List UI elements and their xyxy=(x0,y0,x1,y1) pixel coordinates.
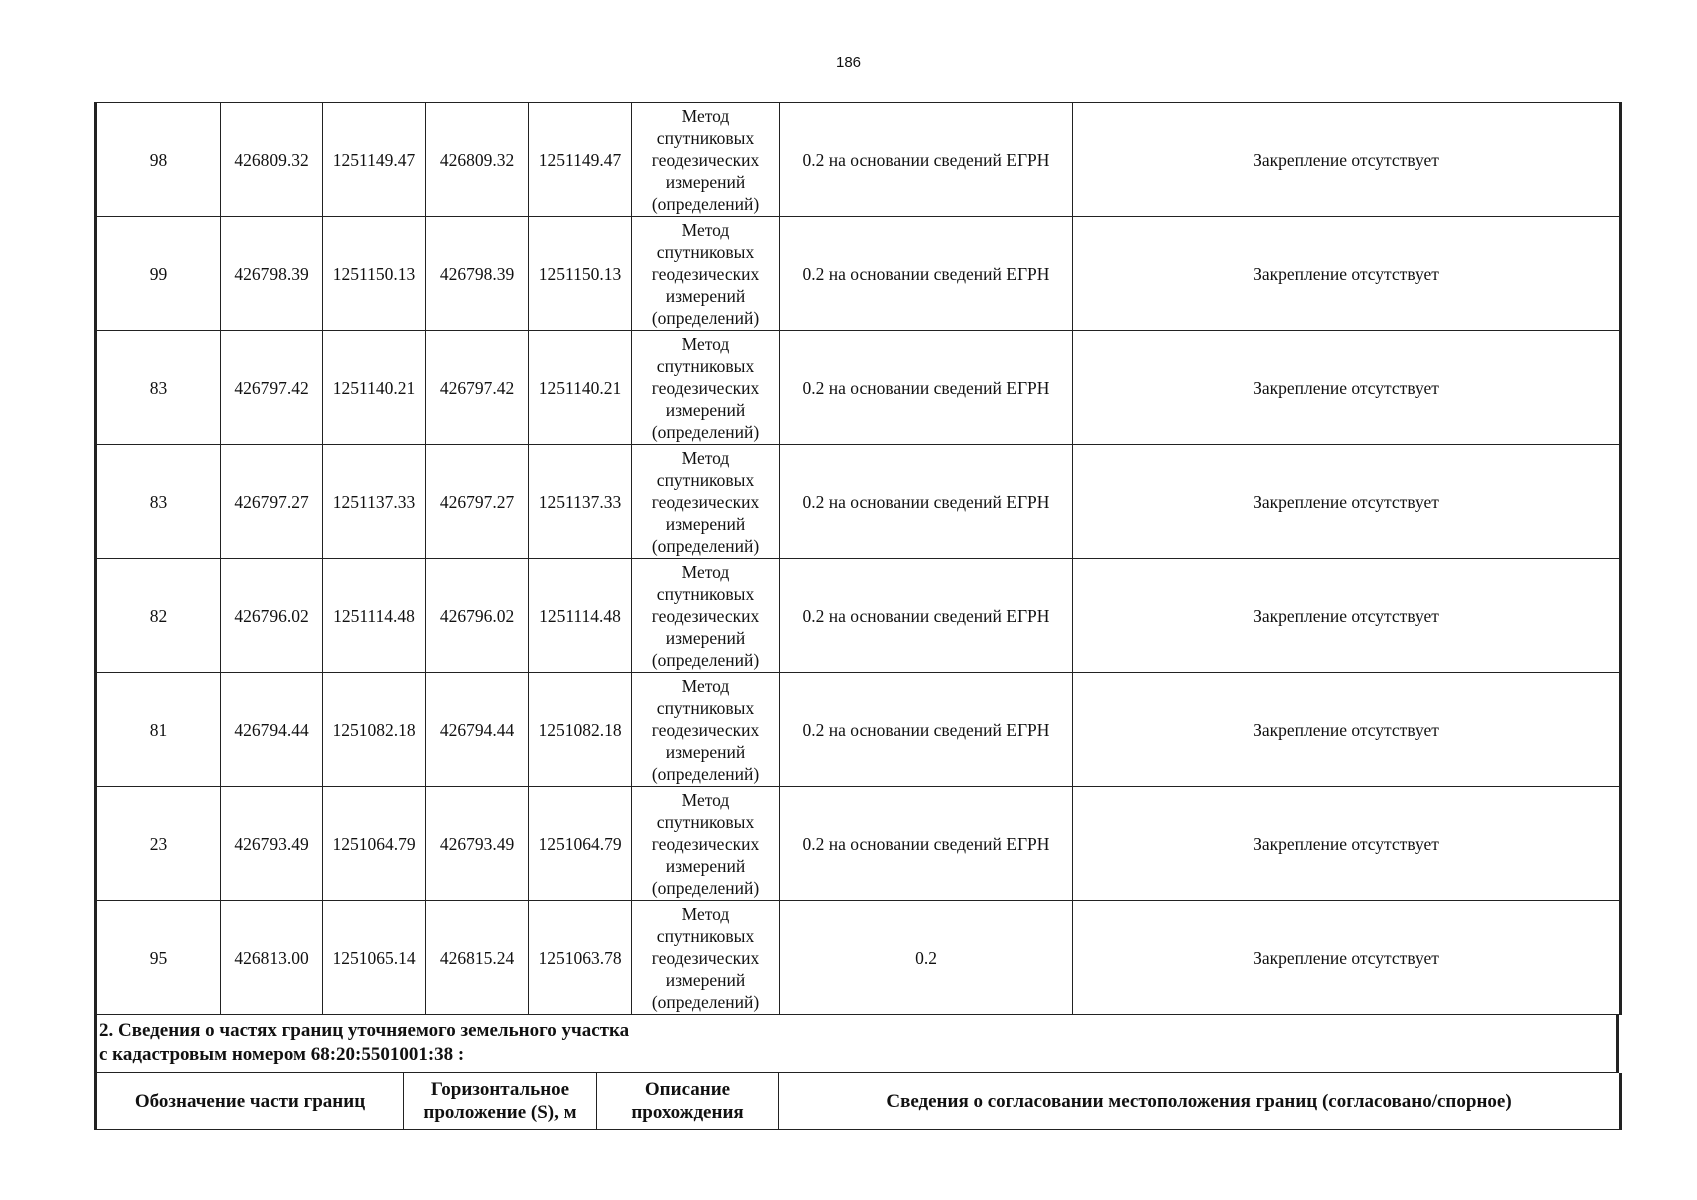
method-line: измерений xyxy=(665,513,746,534)
new-x-cell: 426797.42 xyxy=(426,331,529,445)
method-line: (определений) xyxy=(651,991,760,1012)
method-line: Метод xyxy=(681,561,730,582)
method-line: измерений xyxy=(665,741,746,762)
fixing-cell: Закрепление отсутствует xyxy=(1073,445,1621,559)
existing-x-cell: 426797.27 xyxy=(221,445,323,559)
accuracy-cell: 0.2 на основании сведений ЕГРН xyxy=(780,445,1073,559)
method-line: измерений xyxy=(665,399,746,420)
method-line: геодезических xyxy=(651,491,760,512)
method-line: геодезических xyxy=(651,947,760,968)
method-cell xyxy=(632,445,780,559)
accuracy-cell: 0.2 на основании сведений ЕГРН xyxy=(780,217,1073,331)
header-passage-description: Описание прохождения xyxy=(597,1073,779,1130)
table-row xyxy=(96,673,1621,787)
boundary-points-table xyxy=(94,102,1622,1015)
new-y-cell: 1251150.13 xyxy=(529,217,632,331)
accuracy-cell: 0.2 на основании сведений ЕГРН xyxy=(780,331,1073,445)
table-row xyxy=(96,331,1621,445)
point-number-cell: 99 xyxy=(96,217,221,331)
method-line: спутниковых xyxy=(656,127,755,148)
new-y-cell: 1251064.79 xyxy=(529,787,632,901)
point-number-cell: 83 xyxy=(96,445,221,559)
method-line: спутниковых xyxy=(656,241,755,262)
new-x-cell: 426797.27 xyxy=(426,445,529,559)
method-line: (определений) xyxy=(651,421,760,442)
new-y-cell: 1251149.47 xyxy=(529,103,632,217)
method-cell xyxy=(632,217,780,331)
method-cell xyxy=(632,331,780,445)
method-line: Метод xyxy=(681,447,730,468)
method-cell xyxy=(632,559,780,673)
new-y-cell: 1251082.18 xyxy=(529,673,632,787)
method-cell xyxy=(632,103,780,217)
table-row xyxy=(96,787,1621,901)
method-line: геодезических xyxy=(651,605,760,626)
method-cell xyxy=(632,673,780,787)
section-2-title-line2: с кадастровым номером 68:20:5501001:38 : xyxy=(99,1044,465,1065)
method-line: спутниковых xyxy=(656,583,755,604)
point-number-cell: 82 xyxy=(96,559,221,673)
existing-y-cell: 1251064.79 xyxy=(323,787,426,901)
fixing-cell: Закрепление отсутствует xyxy=(1073,217,1621,331)
method-cell xyxy=(632,787,780,901)
accuracy-cell: 0.2 на основании сведений ЕГРН xyxy=(780,673,1073,787)
accuracy-cell: 0.2 на основании сведений ЕГРН xyxy=(780,787,1073,901)
method-line: геодезических xyxy=(651,719,760,740)
table-row xyxy=(96,445,1621,559)
method-line: (определений) xyxy=(651,763,760,784)
new-y-cell: 1251140.21 xyxy=(529,331,632,445)
existing-x-cell: 426793.49 xyxy=(221,787,323,901)
method-cell xyxy=(632,901,780,1015)
new-y-cell: 1251063.78 xyxy=(529,901,632,1015)
existing-y-cell: 1251114.48 xyxy=(323,559,426,673)
method-line: Метод xyxy=(681,675,730,696)
existing-x-cell: 426813.00 xyxy=(221,901,323,1015)
existing-x-cell: 426797.42 xyxy=(221,331,323,445)
new-x-cell: 426815.24 xyxy=(426,901,529,1015)
existing-x-cell: 426794.44 xyxy=(221,673,323,787)
accuracy-cell: 0.2 на основании сведений ЕГРН xyxy=(780,103,1073,217)
existing-y-cell: 1251140.21 xyxy=(323,331,426,445)
method-line: (определений) xyxy=(651,877,760,898)
method-line: спутниковых xyxy=(656,811,755,832)
boundary-parts-header-row xyxy=(96,1073,1621,1130)
point-number-cell: 81 xyxy=(96,673,221,787)
existing-y-cell: 1251082.18 xyxy=(323,673,426,787)
new-x-cell: 426793.49 xyxy=(426,787,529,901)
method-line: Метод xyxy=(681,789,730,810)
method-line: Метод xyxy=(681,903,730,924)
fixing-cell: Закрепление отсутствует xyxy=(1073,901,1621,1015)
fixing-cell: Закрепление отсутствует xyxy=(1073,559,1621,673)
existing-y-cell: 1251150.13 xyxy=(323,217,426,331)
method-line: геодезических xyxy=(651,263,760,284)
method-line: Метод xyxy=(681,333,730,354)
header-horizontal-distance: Горизонтальное проложение (S), м xyxy=(404,1073,597,1130)
point-number-cell: 95 xyxy=(96,901,221,1015)
existing-y-cell: 1251149.47 xyxy=(323,103,426,217)
method-line: (определений) xyxy=(651,307,760,328)
method-line: геодезических xyxy=(651,377,760,398)
method-line: Метод xyxy=(681,105,730,126)
new-x-cell: 426796.02 xyxy=(426,559,529,673)
method-line: геодезических xyxy=(651,833,760,854)
table-row xyxy=(96,901,1621,1015)
method-line: Метод xyxy=(681,219,730,240)
new-y-cell: 1251137.33 xyxy=(529,445,632,559)
existing-x-cell: 426798.39 xyxy=(221,217,323,331)
new-x-cell: 426809.32 xyxy=(426,103,529,217)
method-line: (определений) xyxy=(651,649,760,670)
accuracy-cell: 0.2 на основании сведений ЕГРН xyxy=(780,559,1073,673)
existing-x-cell: 426796.02 xyxy=(221,559,323,673)
method-line: геодезических xyxy=(651,149,760,170)
method-line: измерений xyxy=(665,171,746,192)
point-number-cell: 83 xyxy=(96,331,221,445)
header-agreement-info: Сведения о согласовании местоположения границ (согласовано/спорное) xyxy=(779,1073,1621,1130)
point-number-cell: 98 xyxy=(96,103,221,217)
method-line: спутниковых xyxy=(656,355,755,376)
method-line: спутниковых xyxy=(656,697,755,718)
section-2-heading xyxy=(94,1015,1619,1073)
method-line: измерений xyxy=(665,855,746,876)
point-number-cell: 23 xyxy=(96,787,221,901)
fixing-cell: Закрепление отсутствует xyxy=(1073,331,1621,445)
method-line: измерений xyxy=(665,969,746,990)
table-row xyxy=(96,103,1621,217)
table-row xyxy=(96,217,1621,331)
method-line: измерений xyxy=(665,627,746,648)
method-line: (определений) xyxy=(651,193,760,214)
accuracy-cell: 0.2 xyxy=(780,901,1073,1015)
fixing-cell: Закрепление отсутствует xyxy=(1073,103,1621,217)
page-number: 186 xyxy=(835,54,862,71)
existing-y-cell: 1251065.14 xyxy=(323,901,426,1015)
fixing-cell: Закрепление отсутствует xyxy=(1073,673,1621,787)
new-x-cell: 426798.39 xyxy=(426,217,529,331)
fixing-cell: Закрепление отсутствует xyxy=(1073,787,1621,901)
boundary-parts-header-table xyxy=(94,1073,1622,1130)
section-2-title-line1: 2. Сведения о частях границ уточняемого земельного участка xyxy=(99,1020,630,1041)
document-table-wrapper xyxy=(94,102,1619,1130)
method-line: спутниковых xyxy=(656,469,755,490)
header-part-designation: Обозначение части границ xyxy=(96,1073,404,1130)
method-line: спутниковых xyxy=(656,925,755,946)
method-line: (определений) xyxy=(651,535,760,556)
existing-y-cell: 1251137.33 xyxy=(323,445,426,559)
existing-x-cell: 426809.32 xyxy=(221,103,323,217)
table-row xyxy=(96,559,1621,673)
method-line: измерений xyxy=(665,285,746,306)
new-y-cell: 1251114.48 xyxy=(529,559,632,673)
new-x-cell: 426794.44 xyxy=(426,673,529,787)
